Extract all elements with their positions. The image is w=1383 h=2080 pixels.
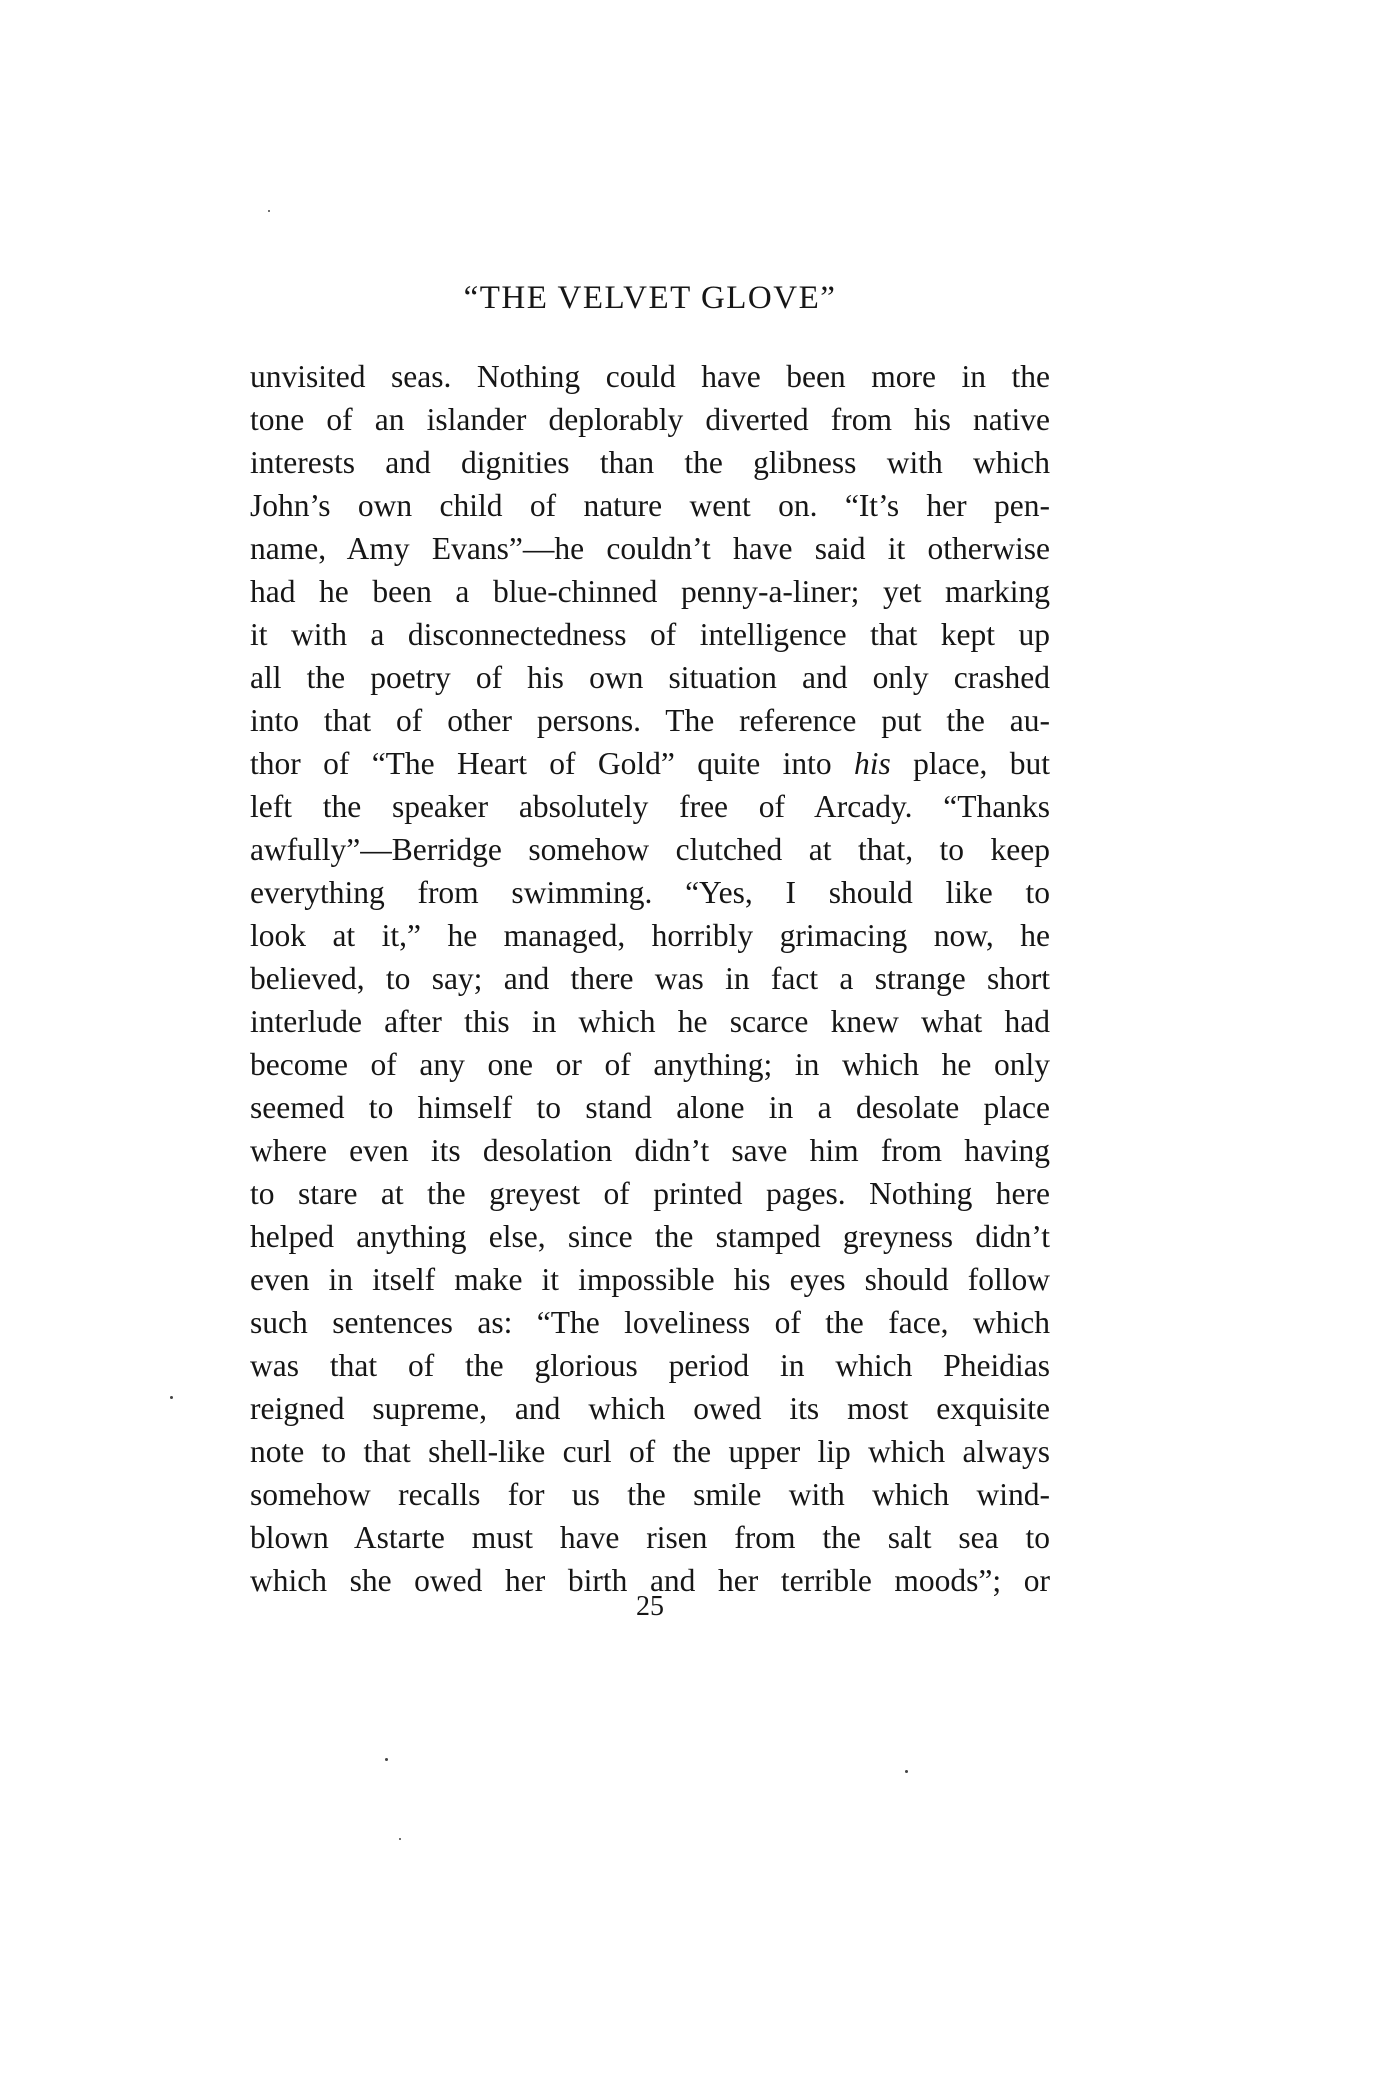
text-line: reigned supreme, and which owed its most exquisite — [250, 1391, 1050, 1426]
text-line: to stare at the greyest of printed pages. Nothing here — [250, 1176, 1050, 1211]
text-line: believed, to say; and there was in fact a strange short — [250, 961, 1050, 996]
text-line: left the speaker absolutely free of Arcady. “Thanks — [250, 789, 1050, 824]
text-line: blown Astarte must have risen from the salt sea to — [250, 1520, 1050, 1555]
text-line-with-italic — [250, 742, 1050, 785]
text-line: all the poetry of his own situation and only crashed — [250, 660, 1050, 695]
running-head: “THE VELVET GLOVE” — [463, 280, 837, 316]
text-line: somehow recalls for us the smile with which wind- — [250, 1477, 1050, 1512]
text-line: it with a disconnectedness of intelligence that kept up — [250, 617, 1050, 652]
text-line: helped anything else, since the stamped greyness didn’t — [250, 1219, 1050, 1254]
scan-speck — [385, 1758, 388, 1761]
text-line: was that of the glorious period in which Pheidias — [250, 1348, 1050, 1383]
text-line: tone of an islander deplorably diverted from his native — [250, 402, 1050, 437]
text-segment: thor of “The Heart of Gold” quite into — [250, 746, 832, 781]
scan-speck — [170, 1396, 173, 1399]
text-line: had he been a blue-chinned penny-a-liner; yet marking — [250, 574, 1050, 609]
text-line: name, Amy Evans”—he couldn’t have said it otherwise — [250, 531, 1050, 566]
text-segment: place, but — [913, 746, 1050, 781]
text-line: become of any one or of anything; in which he only — [250, 1047, 1050, 1082]
scan-speck — [905, 1770, 908, 1773]
text-line: awfully”—Berridge somehow clutched at that, to keep — [250, 832, 1050, 867]
text-line: even in itself make it impossible his eyes should follow — [250, 1262, 1050, 1297]
text-line: seemed to himself to stand alone in a desolate place — [250, 1090, 1050, 1125]
text-line: interlude after this in which he scarce knew what had — [250, 1004, 1050, 1039]
scan-speck — [268, 210, 270, 212]
text-line: note to that shell-like curl of the upper lip which always — [250, 1434, 1050, 1469]
italic-word: his — [853, 746, 891, 781]
text-line: where even its desolation didn’t save him from having — [250, 1133, 1050, 1168]
text-line: John’s own child of nature went on. “It’s her pen- — [250, 488, 1050, 523]
text-line: everything from swimming. “Yes, I should like to — [250, 875, 1050, 910]
scan-speck — [399, 1838, 401, 1840]
text-line: look at it,” he managed, horribly grimacing now, he — [250, 918, 1050, 953]
page-number: 25 — [636, 1591, 664, 1622]
text-line: unvisited seas. Nothing could have been more in the — [250, 359, 1050, 394]
text-line: into that of other persons. The reference put the au- — [250, 703, 1050, 738]
text-line: such sentences as: “The loveliness of the face, which — [250, 1305, 1050, 1340]
body-text — [250, 355, 1050, 1602]
text-line: which she owed her birth and her terrible moods”; or — [250, 1563, 1050, 1598]
text-line: interests and dignities than the glibness with which — [250, 445, 1050, 480]
